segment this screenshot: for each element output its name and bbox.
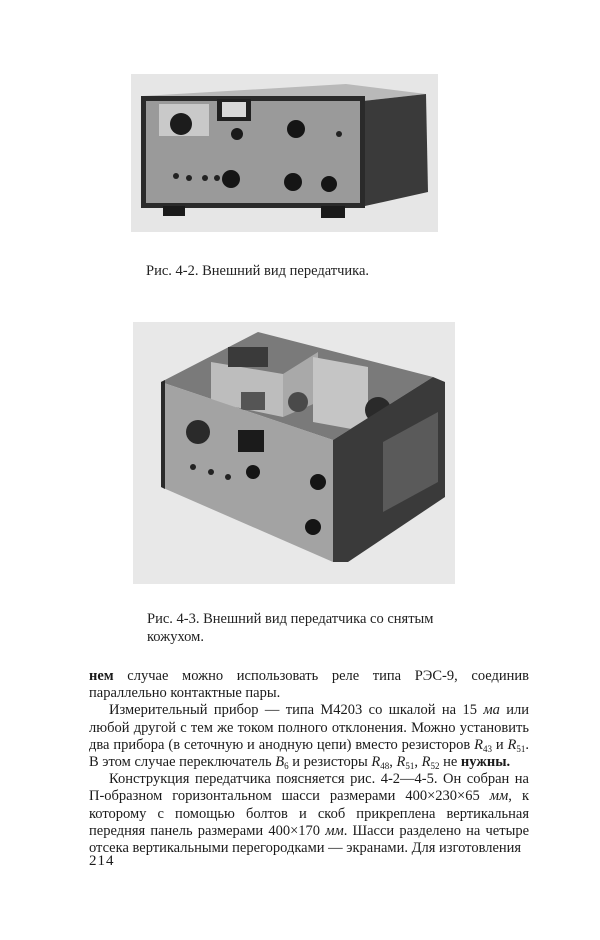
resistor-symbol: R [507, 736, 517, 753]
paragraph-2-text: , [414, 754, 422, 771]
resistor-index: 43 [482, 743, 492, 754]
paragraph-2-tail: нужны. [460, 754, 511, 771]
figure-4-3-caption-line-1: Рис. 4-3. Внешний вид передатчика со снятым [147, 611, 434, 627]
resistor-index: 48 [380, 761, 390, 772]
transmitter-photo-image [131, 74, 438, 232]
unit-mm: мм [325, 822, 344, 839]
figure-4-3-caption [147, 610, 467, 646]
resistor-symbol: R [474, 736, 483, 753]
paragraph-2-text: , [389, 754, 397, 771]
unit-ma: ма [483, 702, 500, 719]
paragraph-2-text: и резисторы [288, 754, 372, 771]
unit-mm: мм [489, 788, 509, 805]
figure-4-3-caption-line-2: кожухом. [147, 629, 204, 645]
transmitter-open-photo-image [133, 322, 455, 584]
paragraph-3-text: . Шасси разделено на четыре отсека вертикальными перегородками — экранами. Для изготовления [89, 822, 530, 857]
resistor-symbol: R [371, 754, 381, 771]
paragraph-1 [89, 668, 529, 702]
switch-index: 6 [284, 761, 289, 772]
paragraph-1-text: случае можно использовать реле типа РЭС-9, соединив параллельно контактные пары. [89, 668, 529, 702]
figure-4-2-caption: Рис. 4-2. Внешний вид передатчика. [146, 263, 370, 279]
resistor-symbol: R [421, 754, 431, 771]
paragraph-2 [89, 702, 529, 771]
body-text [89, 668, 529, 857]
switch-symbol: В [275, 754, 285, 771]
paragraph-1-lead: нем [89, 668, 114, 684]
paragraph-3-text: Конструкция передатчика поясняется рис. 4-2—4-5. Он собран на П-образном горизонтальном шасси размерами 400×230×65 [89, 771, 529, 805]
page-number: 214 [89, 853, 115, 869]
figure-4-2-photo [131, 74, 438, 232]
paragraph-2-text: или любой другой с тем же током полного отклонения. Можно установить два прибора (в сеточную и анодную цепи) вместо резисторов [89, 702, 529, 753]
figure-4-3-photo [133, 322, 455, 584]
resistor-index: 51 [405, 761, 415, 772]
paragraph-2-text: и [491, 736, 508, 753]
paragraph-3 [89, 771, 529, 857]
paragraph-2-text: не [439, 754, 458, 771]
paragraph-3-text: , к которому с помощью болтов и скоб прикреплена вертикальная передняя панель размерами 400×170 [89, 788, 529, 839]
resistor-index: 52 [430, 761, 440, 772]
paragraph-2-text: . В этом случае переключатель [89, 736, 529, 771]
resistor-symbol: R [396, 754, 406, 771]
resistor-index: 51 [516, 743, 526, 754]
paragraph-2-text: Измерительный прибор — типа М4203 со шкалой на 15 [109, 702, 484, 719]
